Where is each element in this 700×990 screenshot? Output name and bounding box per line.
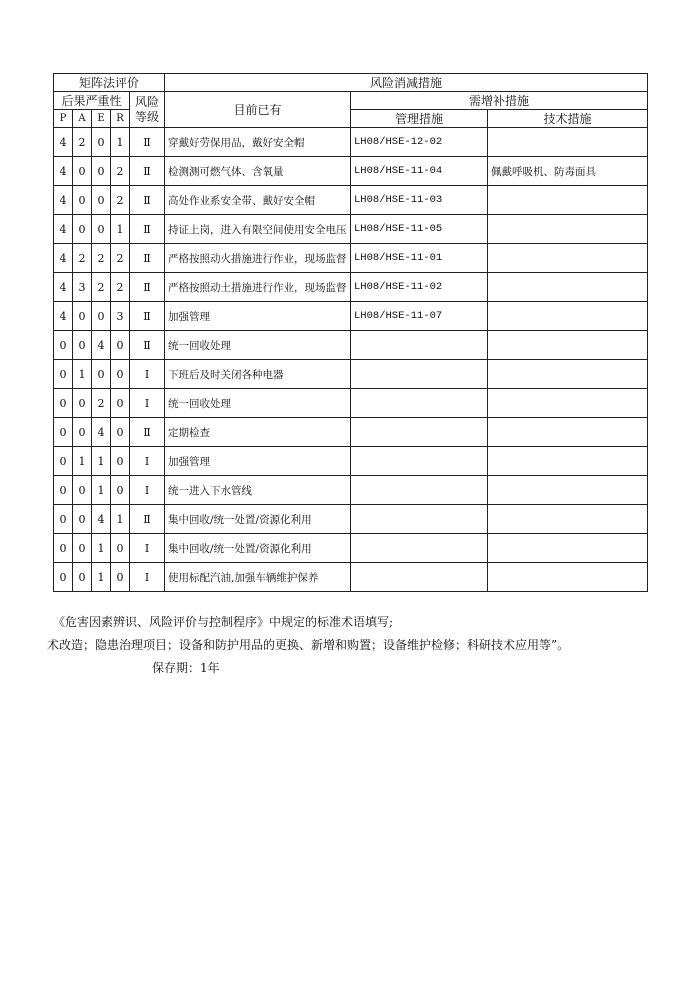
cell-risk-level: Ⅱ — [130, 273, 165, 302]
table-row — [54, 302, 648, 331]
cell-p: 4 — [54, 273, 73, 302]
cell-r: 1 — [111, 505, 130, 534]
cell-r: 2 — [111, 244, 130, 273]
cell-r: 1 — [111, 128, 130, 157]
cell-risk-level: Ⅱ — [130, 215, 165, 244]
cell-r: 0 — [111, 389, 130, 418]
cell-e: 2 — [92, 273, 111, 302]
cell-existing-measure: 统一回收处理 — [165, 331, 351, 360]
cell-r: 0 — [111, 447, 130, 476]
cell-tech-measure — [488, 128, 648, 157]
table-row — [54, 476, 648, 505]
cell-a: 1 — [73, 447, 92, 476]
header-existing: 目前已有 — [165, 92, 351, 128]
cell-p: 0 — [54, 563, 73, 592]
table-row — [54, 563, 648, 592]
table-row — [54, 534, 648, 563]
cell-p: 0 — [54, 476, 73, 505]
cell-e: 2 — [92, 244, 111, 273]
cell-p: 4 — [54, 186, 73, 215]
cell-a: 0 — [73, 389, 92, 418]
cell-tech-measure — [488, 186, 648, 215]
cell-a: 0 — [73, 331, 92, 360]
cell-existing-measure: 定期检查 — [165, 418, 351, 447]
cell-a: 2 — [73, 244, 92, 273]
cell-e: 1 — [92, 563, 111, 592]
cell-e: 0 — [92, 128, 111, 157]
cell-existing-measure: 穿戴好劳保用品，戴好安全帽 — [165, 128, 351, 157]
table-row — [54, 360, 648, 389]
cell-r: 2 — [111, 186, 130, 215]
retention-note: 保存期：1年 — [152, 661, 220, 675]
cell-mgmt-measure — [351, 418, 488, 447]
note-line-1: 《危害因素辨识、风险评价与控制程序》中规定的标准术语填写; — [53, 615, 394, 629]
cell-tech-measure: 佩戴呼吸机、防毒面具 — [488, 157, 648, 186]
cell-e: 0 — [92, 360, 111, 389]
cell-e: 1 — [92, 476, 111, 505]
cell-p: 0 — [54, 505, 73, 534]
table-row — [54, 389, 648, 418]
cell-mgmt-measure — [351, 360, 488, 389]
cell-risk-level: Ⅰ — [130, 360, 165, 389]
cell-r: 0 — [111, 360, 130, 389]
table-row — [54, 447, 648, 476]
cell-existing-measure: 加强管理 — [165, 302, 351, 331]
cell-p: 4 — [54, 244, 73, 273]
cell-risk-level: Ⅱ — [130, 128, 165, 157]
cell-mgmt-measure: LH08/HSE-11-07 — [351, 302, 488, 331]
cell-r: 2 — [111, 157, 130, 186]
cell-a: 0 — [73, 534, 92, 563]
cell-r: 0 — [111, 331, 130, 360]
cell-e: 1 — [92, 447, 111, 476]
note-line-2: 术改造；隐患治理项目；设备和防护用品的更换、新增和购置；设备维护检修；科研技术应用等”。 — [47, 638, 570, 652]
cell-risk-level: Ⅱ — [130, 157, 165, 186]
table-row — [54, 331, 648, 360]
cell-risk-level: Ⅱ — [130, 505, 165, 534]
cell-mgmt-measure — [351, 447, 488, 476]
header-to-add: 需增补措施 — [351, 92, 648, 110]
cell-e: 1 — [92, 534, 111, 563]
header-risk-mitigation: 风险消减措施 — [165, 74, 648, 92]
cell-a: 1 — [73, 360, 92, 389]
header-mgmt: 管理措施 — [351, 110, 488, 128]
header-p: P — [54, 110, 73, 128]
cell-mgmt-measure — [351, 563, 488, 592]
cell-a: 0 — [73, 186, 92, 215]
cell-mgmt-measure: LH08/HSE-12-02 — [351, 128, 488, 157]
cell-risk-level: Ⅱ — [130, 331, 165, 360]
cell-tech-measure — [488, 331, 648, 360]
cell-a: 0 — [73, 302, 92, 331]
table-row — [54, 273, 648, 302]
cell-e: 4 — [92, 418, 111, 447]
cell-e: 2 — [92, 389, 111, 418]
cell-p: 0 — [54, 389, 73, 418]
cell-existing-measure: 加强管理 — [165, 447, 351, 476]
risk-table — [53, 73, 648, 592]
table-row — [54, 157, 648, 186]
cell-r: 3 — [111, 302, 130, 331]
cell-a: 0 — [73, 476, 92, 505]
cell-a: 0 — [73, 418, 92, 447]
cell-r: 0 — [111, 476, 130, 505]
cell-e: 4 — [92, 331, 111, 360]
cell-existing-measure: 使用标配汽油,加强车辆维护保养 — [165, 563, 351, 592]
header-risk-level: 风险等级 — [130, 92, 165, 128]
cell-risk-level: Ⅰ — [130, 447, 165, 476]
cell-tech-measure — [488, 215, 648, 244]
cell-tech-measure — [488, 447, 648, 476]
cell-existing-measure: 统一进入下水管线 — [165, 476, 351, 505]
cell-p: 4 — [54, 128, 73, 157]
cell-r: 0 — [111, 563, 130, 592]
cell-existing-measure: 检测测可燃气体、含氧量 — [165, 157, 351, 186]
cell-mgmt-measure: LH08/HSE-11-03 — [351, 186, 488, 215]
cell-existing-measure: 高处作业系安全带、戴好安全帽 — [165, 186, 351, 215]
table-row — [54, 186, 648, 215]
cell-existing-measure: 统一回收处理 — [165, 389, 351, 418]
cell-p: 0 — [54, 418, 73, 447]
cell-a: 0 — [73, 505, 92, 534]
cell-tech-measure — [488, 476, 648, 505]
cell-risk-level: Ⅱ — [130, 186, 165, 215]
cell-existing-measure: 持证上岗，进入有限空间使用安全电压 — [165, 215, 351, 244]
cell-risk-level: Ⅱ — [130, 418, 165, 447]
header-a: A — [73, 110, 92, 128]
table-row — [54, 215, 648, 244]
cell-tech-measure — [488, 273, 648, 302]
cell-p: 4 — [54, 302, 73, 331]
cell-existing-measure: 集中回收/统一处置/资源化利用 — [165, 505, 351, 534]
cell-e: 0 — [92, 186, 111, 215]
cell-tech-measure — [488, 563, 648, 592]
cell-tech-measure — [488, 418, 648, 447]
cell-tech-measure — [488, 302, 648, 331]
cell-a: 2 — [73, 128, 92, 157]
cell-mgmt-measure — [351, 534, 488, 563]
cell-mgmt-measure: LH08/HSE-11-01 — [351, 244, 488, 273]
header-matrix-eval: 矩阵法评价 — [54, 74, 165, 92]
cell-p: 4 — [54, 157, 73, 186]
cell-risk-level: Ⅰ — [130, 534, 165, 563]
table-row — [54, 128, 648, 157]
cell-mgmt-measure — [351, 331, 488, 360]
cell-tech-measure — [488, 244, 648, 273]
cell-e: 0 — [92, 157, 111, 186]
cell-e: 0 — [92, 302, 111, 331]
cell-existing-measure: 严格按照动火措施进行作业，现场监督 — [165, 244, 351, 273]
cell-mgmt-measure — [351, 505, 488, 534]
cell-p: 0 — [54, 360, 73, 389]
cell-a: 0 — [73, 157, 92, 186]
cell-existing-measure: 集中回收/统一处置/资源化利用 — [165, 534, 351, 563]
cell-mgmt-measure: LH08/HSE-11-05 — [351, 215, 488, 244]
header-tech: 技术措施 — [488, 110, 648, 128]
cell-risk-level: Ⅰ — [130, 563, 165, 592]
header-r: R — [111, 110, 130, 128]
cell-tech-measure — [488, 389, 648, 418]
cell-e: 0 — [92, 215, 111, 244]
cell-risk-level: Ⅱ — [130, 302, 165, 331]
cell-mgmt-measure: LH08/HSE-11-02 — [351, 273, 488, 302]
cell-p: 0 — [54, 331, 73, 360]
cell-r: 2 — [111, 273, 130, 302]
cell-mgmt-measure — [351, 476, 488, 505]
header-severity: 后果严重性 — [54, 92, 130, 110]
cell-p: 0 — [54, 447, 73, 476]
cell-a: 0 — [73, 563, 92, 592]
cell-tech-measure — [488, 534, 648, 563]
cell-tech-measure — [488, 360, 648, 389]
cell-mgmt-measure — [351, 389, 488, 418]
header-e: E — [92, 110, 111, 128]
cell-r: 1 — [111, 215, 130, 244]
cell-tech-measure — [488, 505, 648, 534]
cell-a: 3 — [73, 273, 92, 302]
cell-p: 4 — [54, 215, 73, 244]
cell-risk-level: Ⅰ — [130, 389, 165, 418]
cell-a: 0 — [73, 215, 92, 244]
cell-mgmt-measure: LH08/HSE-11-04 — [351, 157, 488, 186]
cell-existing-measure: 下班后及时关闭各种电器 — [165, 360, 351, 389]
cell-risk-level: Ⅰ — [130, 476, 165, 505]
cell-r: 0 — [111, 534, 130, 563]
cell-p: 0 — [54, 534, 73, 563]
cell-e: 4 — [92, 505, 111, 534]
cell-existing-measure: 严格按照动土措施进行作业，现场监督 — [165, 273, 351, 302]
table-row — [54, 418, 648, 447]
table-row — [54, 244, 648, 273]
table-row — [54, 505, 648, 534]
cell-r: 0 — [111, 418, 130, 447]
cell-risk-level: Ⅱ — [130, 244, 165, 273]
